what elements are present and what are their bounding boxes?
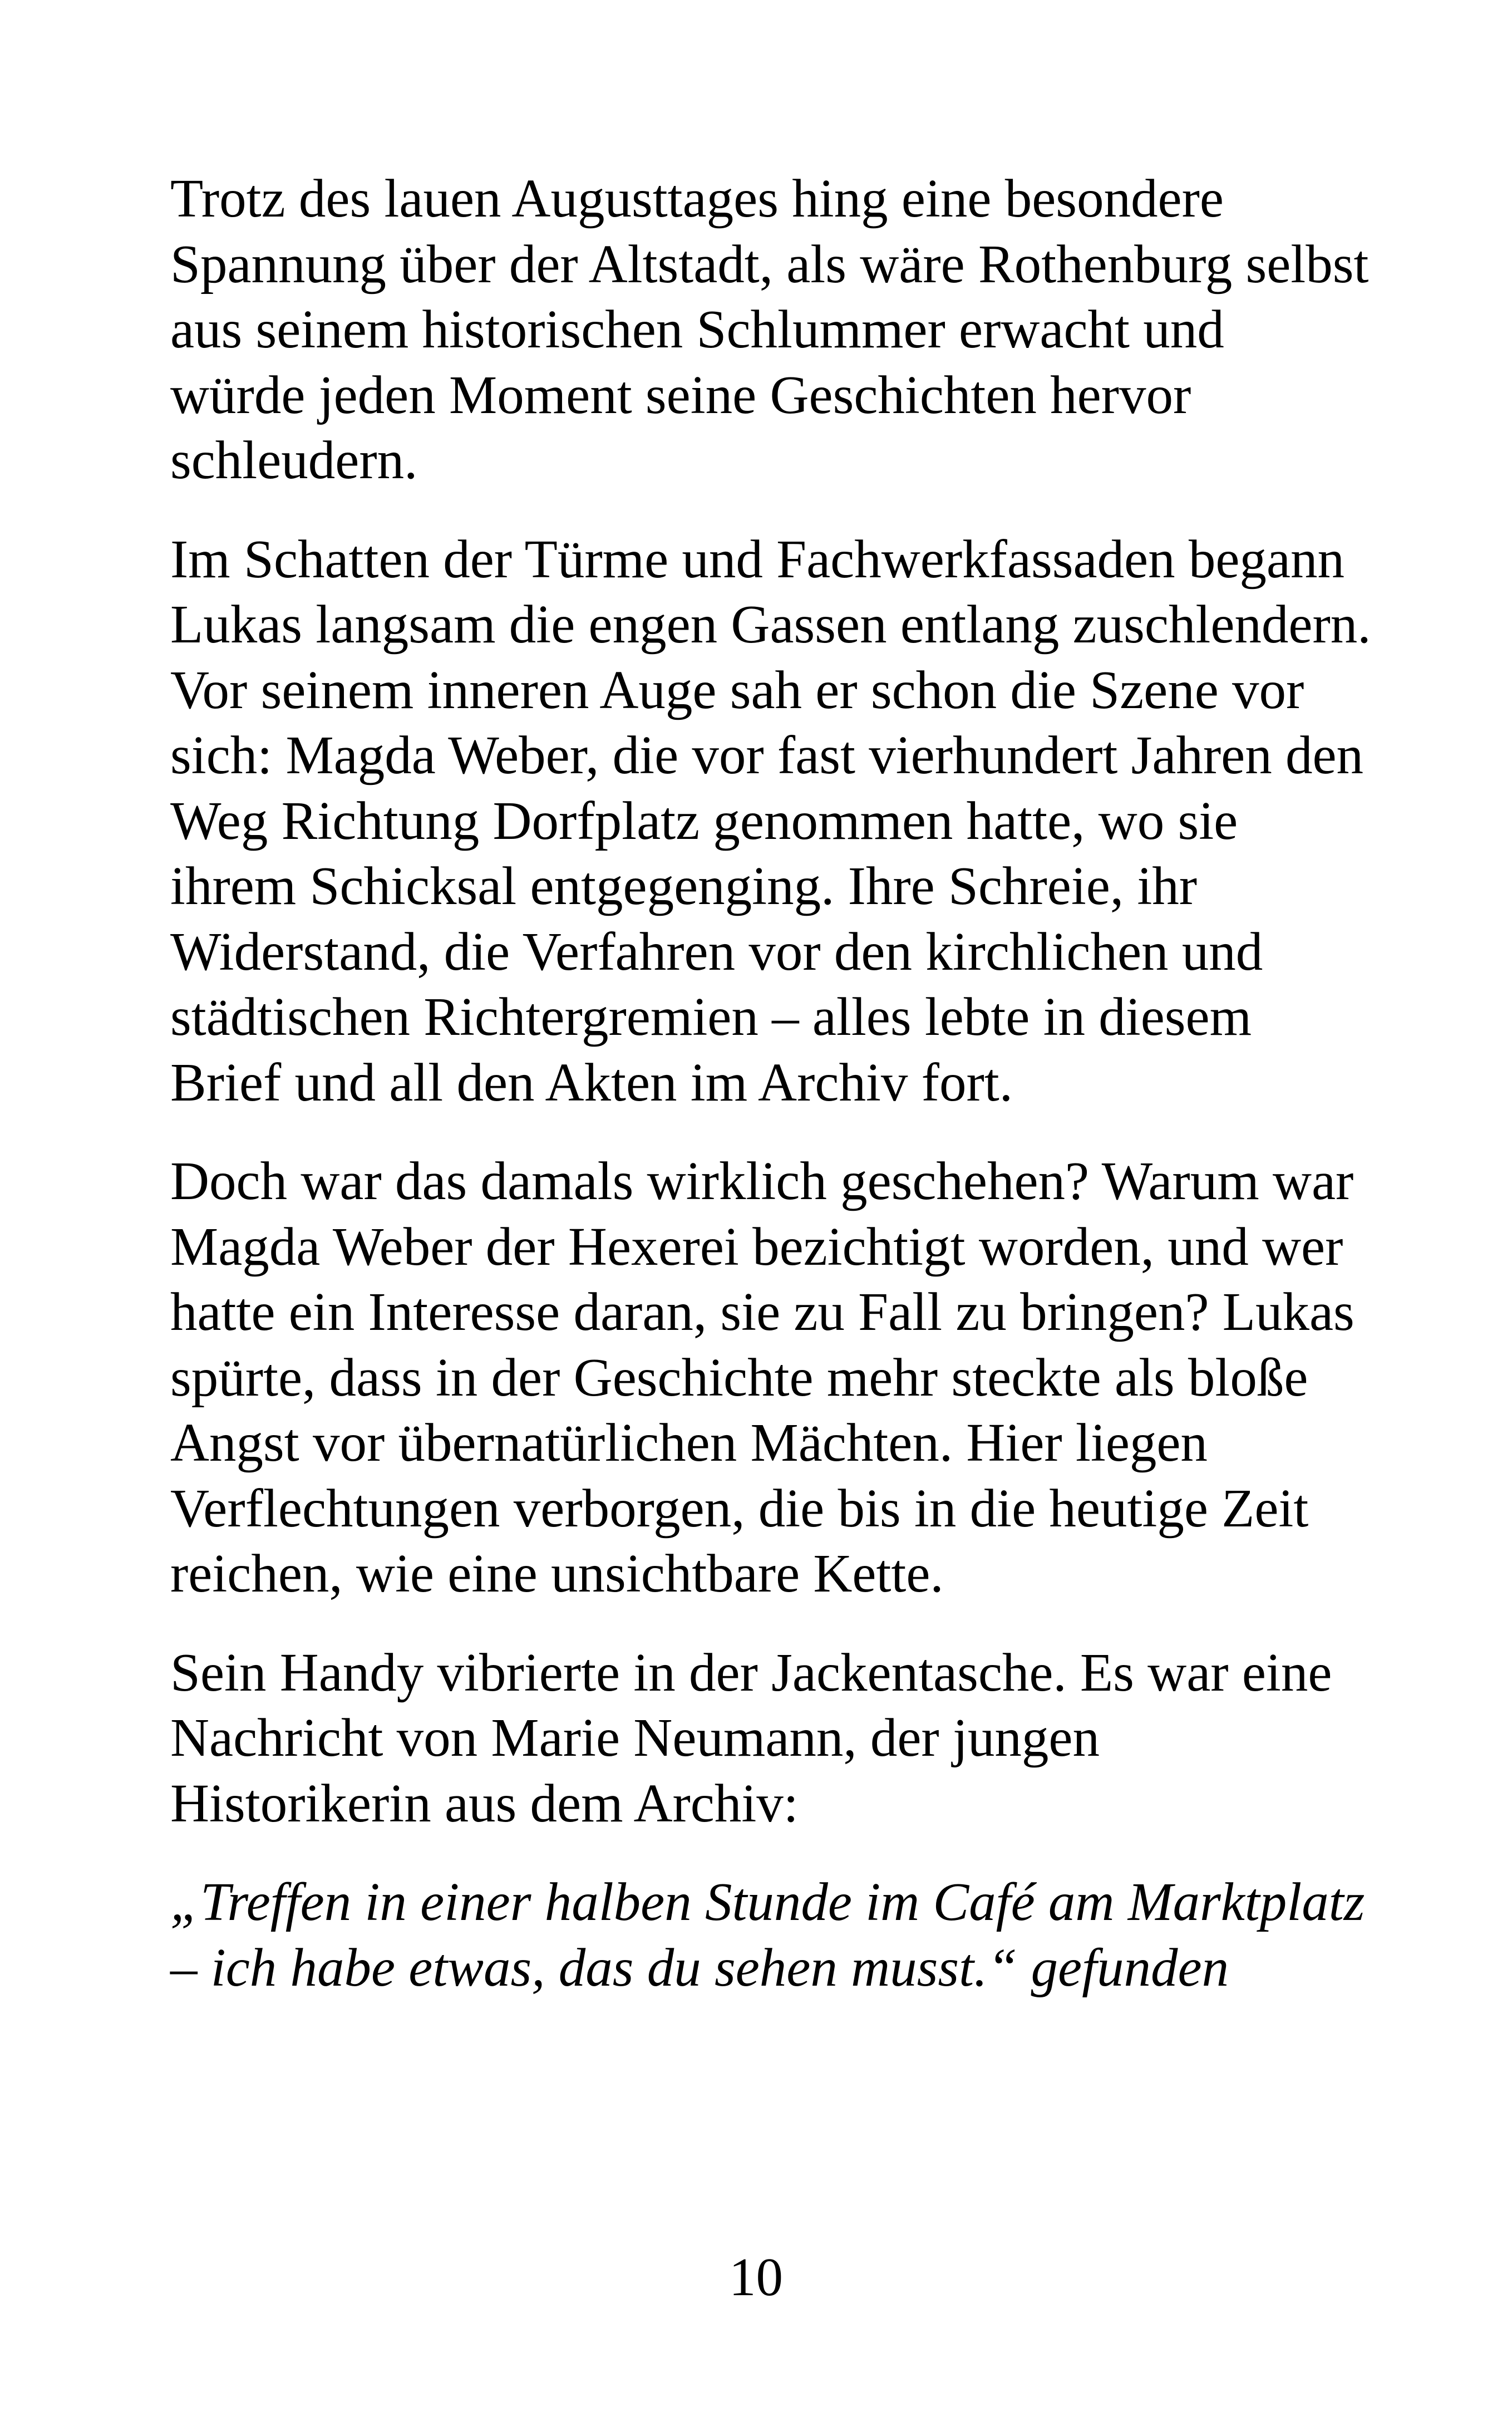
- body-text: [170, 166, 1372, 2000]
- paragraph-1: Trotz des lauen Augusttages hing eine besondere Spannung über der Altstadt, als wäre Rothenburg selbst aus seinem historischen Schlummer erwacht und würde jeden Moment seine Geschichten hervor schleudern.: [170, 169, 1369, 490]
- paragraph-2: Im Schatten der Türme und Fachwerkfassaden begann Lukas langsam die engen Gassen entlang zuschlendern. Vor seinem inneren Auge sah er schon die Szene vor sich: Magda Weber, die vor fast vierhundert Jahren den Weg Richtung Dorfplatz genommen hatte, wo sie ihrem Schicksal entgegenging. Ihre Schreie, ihr Widerstand, die Verfahren vor den kirchlichen und städtischen Richtergremien – alles lebte in diesem Brief und all den Akten im Archiv fort.: [170, 529, 1371, 1112]
- page-number: 10: [729, 2247, 783, 2307]
- paragraph-3: Doch war das damals wirklich geschehen? Warum war Magda Weber der Hexerei bezichtigt worden, und wer hatte ein Interesse daran, sie zu Fall zu bringen? Lukas spürte, dass in der Geschichte mehr steckte als bloße Angst vor übernatürlichen Mächten. Hier liegen Verflechtungen verborgen, die bis in die heutige Zeit reichen, wie eine unsichtbare Kette.: [170, 1151, 1355, 1603]
- paragraph-4: Sein Handy vibrierte in der Jackentasche. Es war eine Nachricht von Marie Neumann, der jungen Historikerin aus dem Archiv:: [170, 1642, 1332, 1833]
- message-quote: „Treffen in einer halben Stunde im Café am Marktplatz – ich habe etwas, das du sehen musst.“ gefunden: [170, 1872, 1365, 1997]
